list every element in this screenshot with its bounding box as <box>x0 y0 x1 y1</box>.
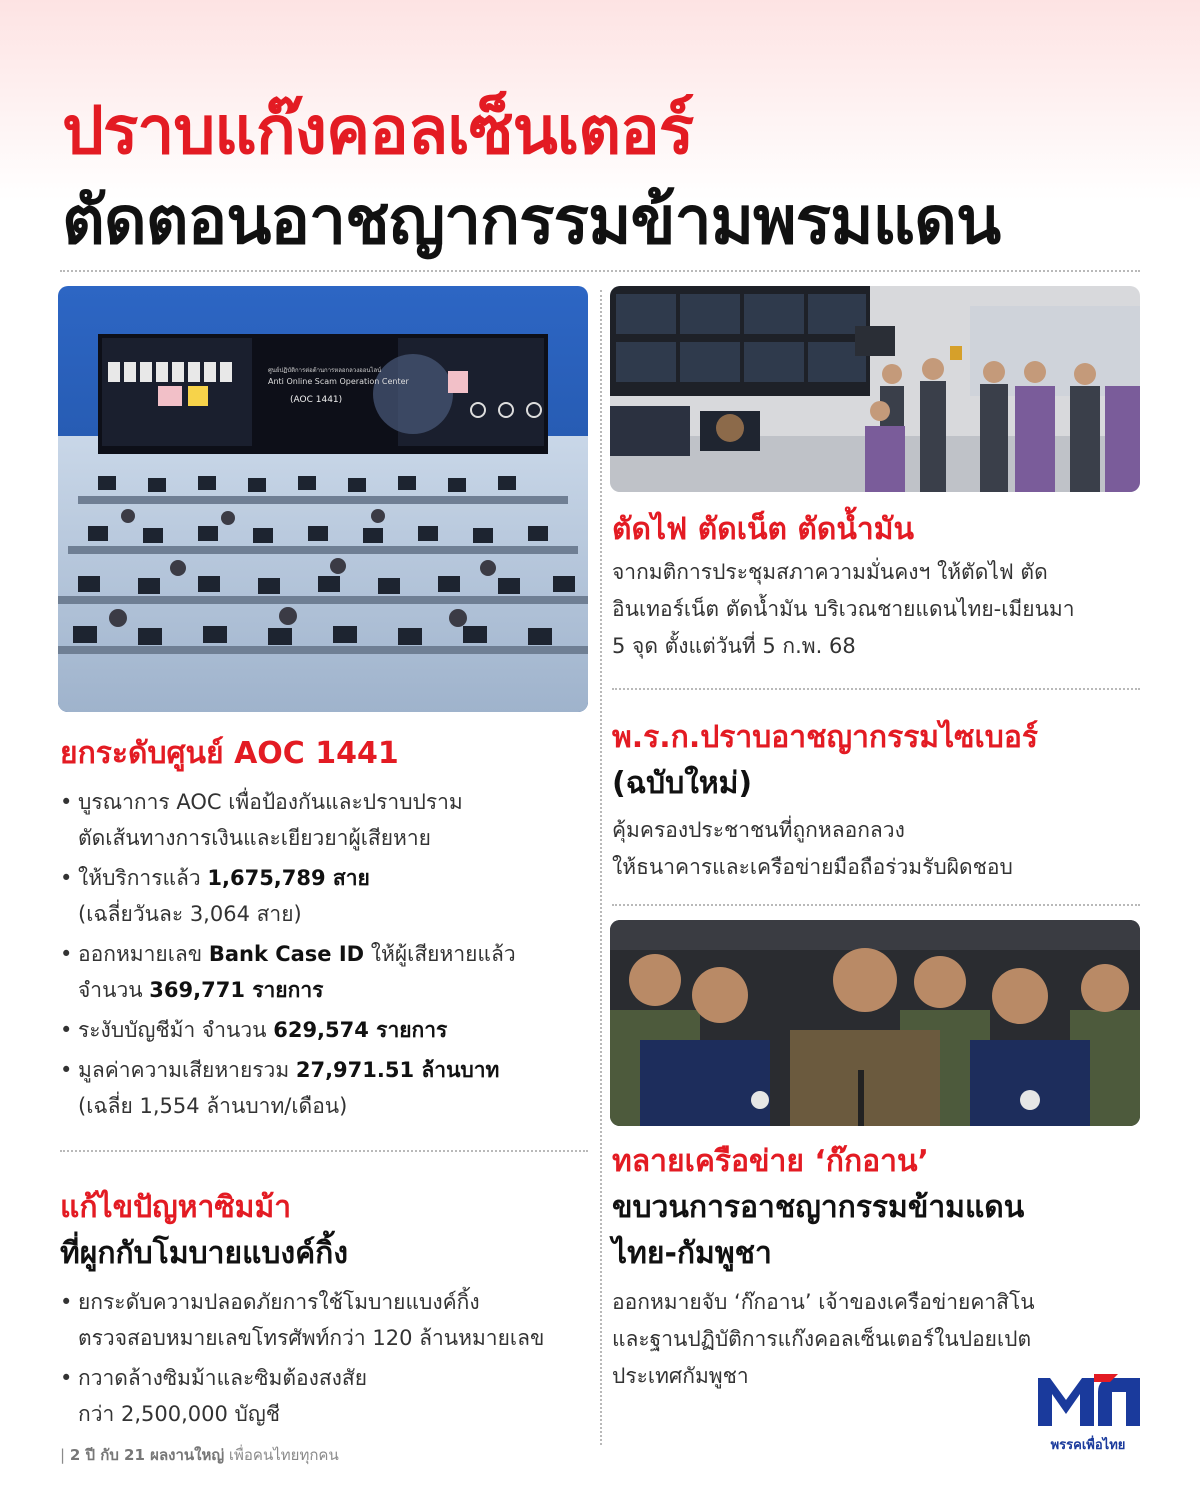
right-divider-2 <box>612 904 1140 906</box>
bank-case-id-count: 369,771 รายการ <box>149 978 324 1002</box>
mule-accounts-count: 629,574 รายการ <box>273 1018 448 1042</box>
bullet-3-post: ให้ผู้เสียหายแล้ว <box>364 942 516 966</box>
cut-paragraph <box>612 554 1075 665</box>
bullet-3-pre: ออกหมายเลข <box>78 942 209 966</box>
list-item <box>60 784 516 856</box>
list-item <box>60 860 516 932</box>
logo-text: พรรคเพื่อไทย <box>1050 1438 1126 1453</box>
cut-line-1: จากมติการประชุมสภาความมั่นคงฯ ให้ตัดไฟ ตัด <box>612 560 1048 584</box>
network-line-1: ออกหมายจับ ‘ก๊กอาน’ เจ้าของเครือข่ายคาสิโน <box>612 1290 1035 1314</box>
bullet-1-line1: • บูรณาการ AOC เพื่อป้องกันและปราบปราม <box>78 790 463 814</box>
bullet-5-line2: (เฉลี่ย 1,554 ล้านบาท/เดือน) <box>78 1094 348 1118</box>
bullet-2-pre: ให้บริการแล้ว <box>78 866 208 890</box>
list-item <box>60 1052 516 1124</box>
pheu-thai-logo-icon <box>1032 1370 1144 1432</box>
list-item <box>60 1012 516 1048</box>
list-item <box>60 1284 544 1356</box>
bullet-1-line2: ตัดเส้นทางการเงินและเยียวยาผู้เสียหาย <box>78 826 431 850</box>
aoc-screen-text-1: ศูนย์ปฏิบัติการต่อต้านการหลอกลวงออนไลน์ <box>268 367 382 374</box>
sim-bullet-list <box>60 1284 544 1436</box>
aoc-screen-text-2: Anti Online Scam Operation Center <box>268 377 409 386</box>
sim-bullet-2-line1: • กวาดล้างซิมม้าและซิมต้องสงสัย <box>78 1366 368 1390</box>
decree-heading-black: (ฉบับใหม่) <box>612 766 753 801</box>
network-heading-red: ทลายเครือข่าย ‘ก๊กอาน’ <box>612 1144 929 1179</box>
page-title-line1: ปราบแก๊งคอลเซ็นเตอร์ <box>62 92 694 169</box>
command-center-inspection-photo <box>610 286 1140 492</box>
cut-line-2: อินเทอร์เน็ต ตัดน้ำมัน บริเวณชายแดนไทย-เมียนมา <box>612 597 1075 621</box>
bank-case-id-label: Bank Case ID <box>208 942 365 966</box>
network-heading-black-1: ขบวนการอาชญากรรมข้ามแดน <box>612 1190 1025 1225</box>
network-line-2: และฐานปฏิบัติการแก๊งคอลเซ็นเตอร์ในปอยเปต <box>612 1327 1032 1351</box>
aoc-bullet-list <box>60 784 516 1128</box>
press-conference-photo <box>610 920 1140 1126</box>
aoc-heading: ยกระดับศูนย์ AOC 1441 <box>60 736 399 771</box>
network-line-3: ประเทศกัมพูชา <box>612 1364 749 1388</box>
bullet-2-line2: (เฉลี่ยวันละ 3,064 สาย) <box>78 902 302 926</box>
sim-heading-black: ที่ผูกกับโมบายแบงค์กิ้ง <box>60 1236 348 1271</box>
damage-value: 27,971.51 ล้านบาท <box>295 1058 500 1082</box>
aoc-control-room-photo <box>58 286 588 712</box>
left-divider <box>60 1150 588 1152</box>
decree-heading-red: พ.ร.ก.ปราบอาชญากรรมไซเบอร์ <box>612 720 1038 755</box>
footer-bold: 2 ปี กับ 21 ผลงานใหญ่ <box>69 1446 225 1464</box>
bullet-4-pre: ระงับบัญชีม้า จำนวน <box>78 1018 274 1042</box>
cut-line-3: 5 จุด ตั้งแต่วันที่ 5 ก.พ. 68 <box>612 634 856 658</box>
sim-heading-red: แก้ไขปัญหาซิมม้า <box>60 1190 292 1225</box>
pheu-thai-logo <box>1032 1370 1144 1455</box>
cut-heading: ตัดไฟ ตัดเน็ต ตัดน้ำมัน <box>612 512 914 547</box>
sim-bullet-2-line2: กว่า 2,500,000 บัญชี <box>78 1402 281 1426</box>
bullet-3-line2-pre: จำนวน <box>78 978 150 1002</box>
column-divider <box>600 290 602 1445</box>
sim-bullet-1-line2: ตรวจสอบหมายเลขโทรศัพท์กว่า 120 ล้านหมายเลข <box>78 1326 545 1350</box>
footer-rest: เพื่อคนไทยทุกคน <box>224 1446 339 1464</box>
right-divider-1 <box>612 688 1140 690</box>
aoc-screen-text-3: (AOC 1441) <box>290 395 343 405</box>
decree-line-1: คุ้มครองประชาชนที่ถูกหลอกลวง <box>612 818 905 842</box>
page-title-line2: ตัดตอนอาชญากรรมข้ามพรมแดน <box>62 182 1001 259</box>
list-item <box>60 1360 544 1432</box>
sim-bullet-1-line1: • ยกระดับความปลอดภัยการใช้โมบายแบงค์กิ้ง <box>78 1290 480 1314</box>
footer-tagline: | 2 ปี กับ 21 ผลงานใหญ่ เพื่อคนไทยทุกคน <box>60 1446 339 1464</box>
bullet-5-pre: มูลค่าความเสียหายรวม <box>78 1058 296 1082</box>
decree-line-2: ให้ธนาคารและเครือข่ายมือถือร่วมรับผิดชอบ <box>612 855 1013 879</box>
top-divider <box>60 270 1140 272</box>
calls-served-count: 1,675,789 สาย <box>207 866 370 890</box>
decree-paragraph <box>612 812 1013 886</box>
list-item <box>60 936 516 1008</box>
network-heading-black-2: ไทย-กัมพูชา <box>612 1236 772 1271</box>
network-paragraph <box>612 1284 1035 1395</box>
